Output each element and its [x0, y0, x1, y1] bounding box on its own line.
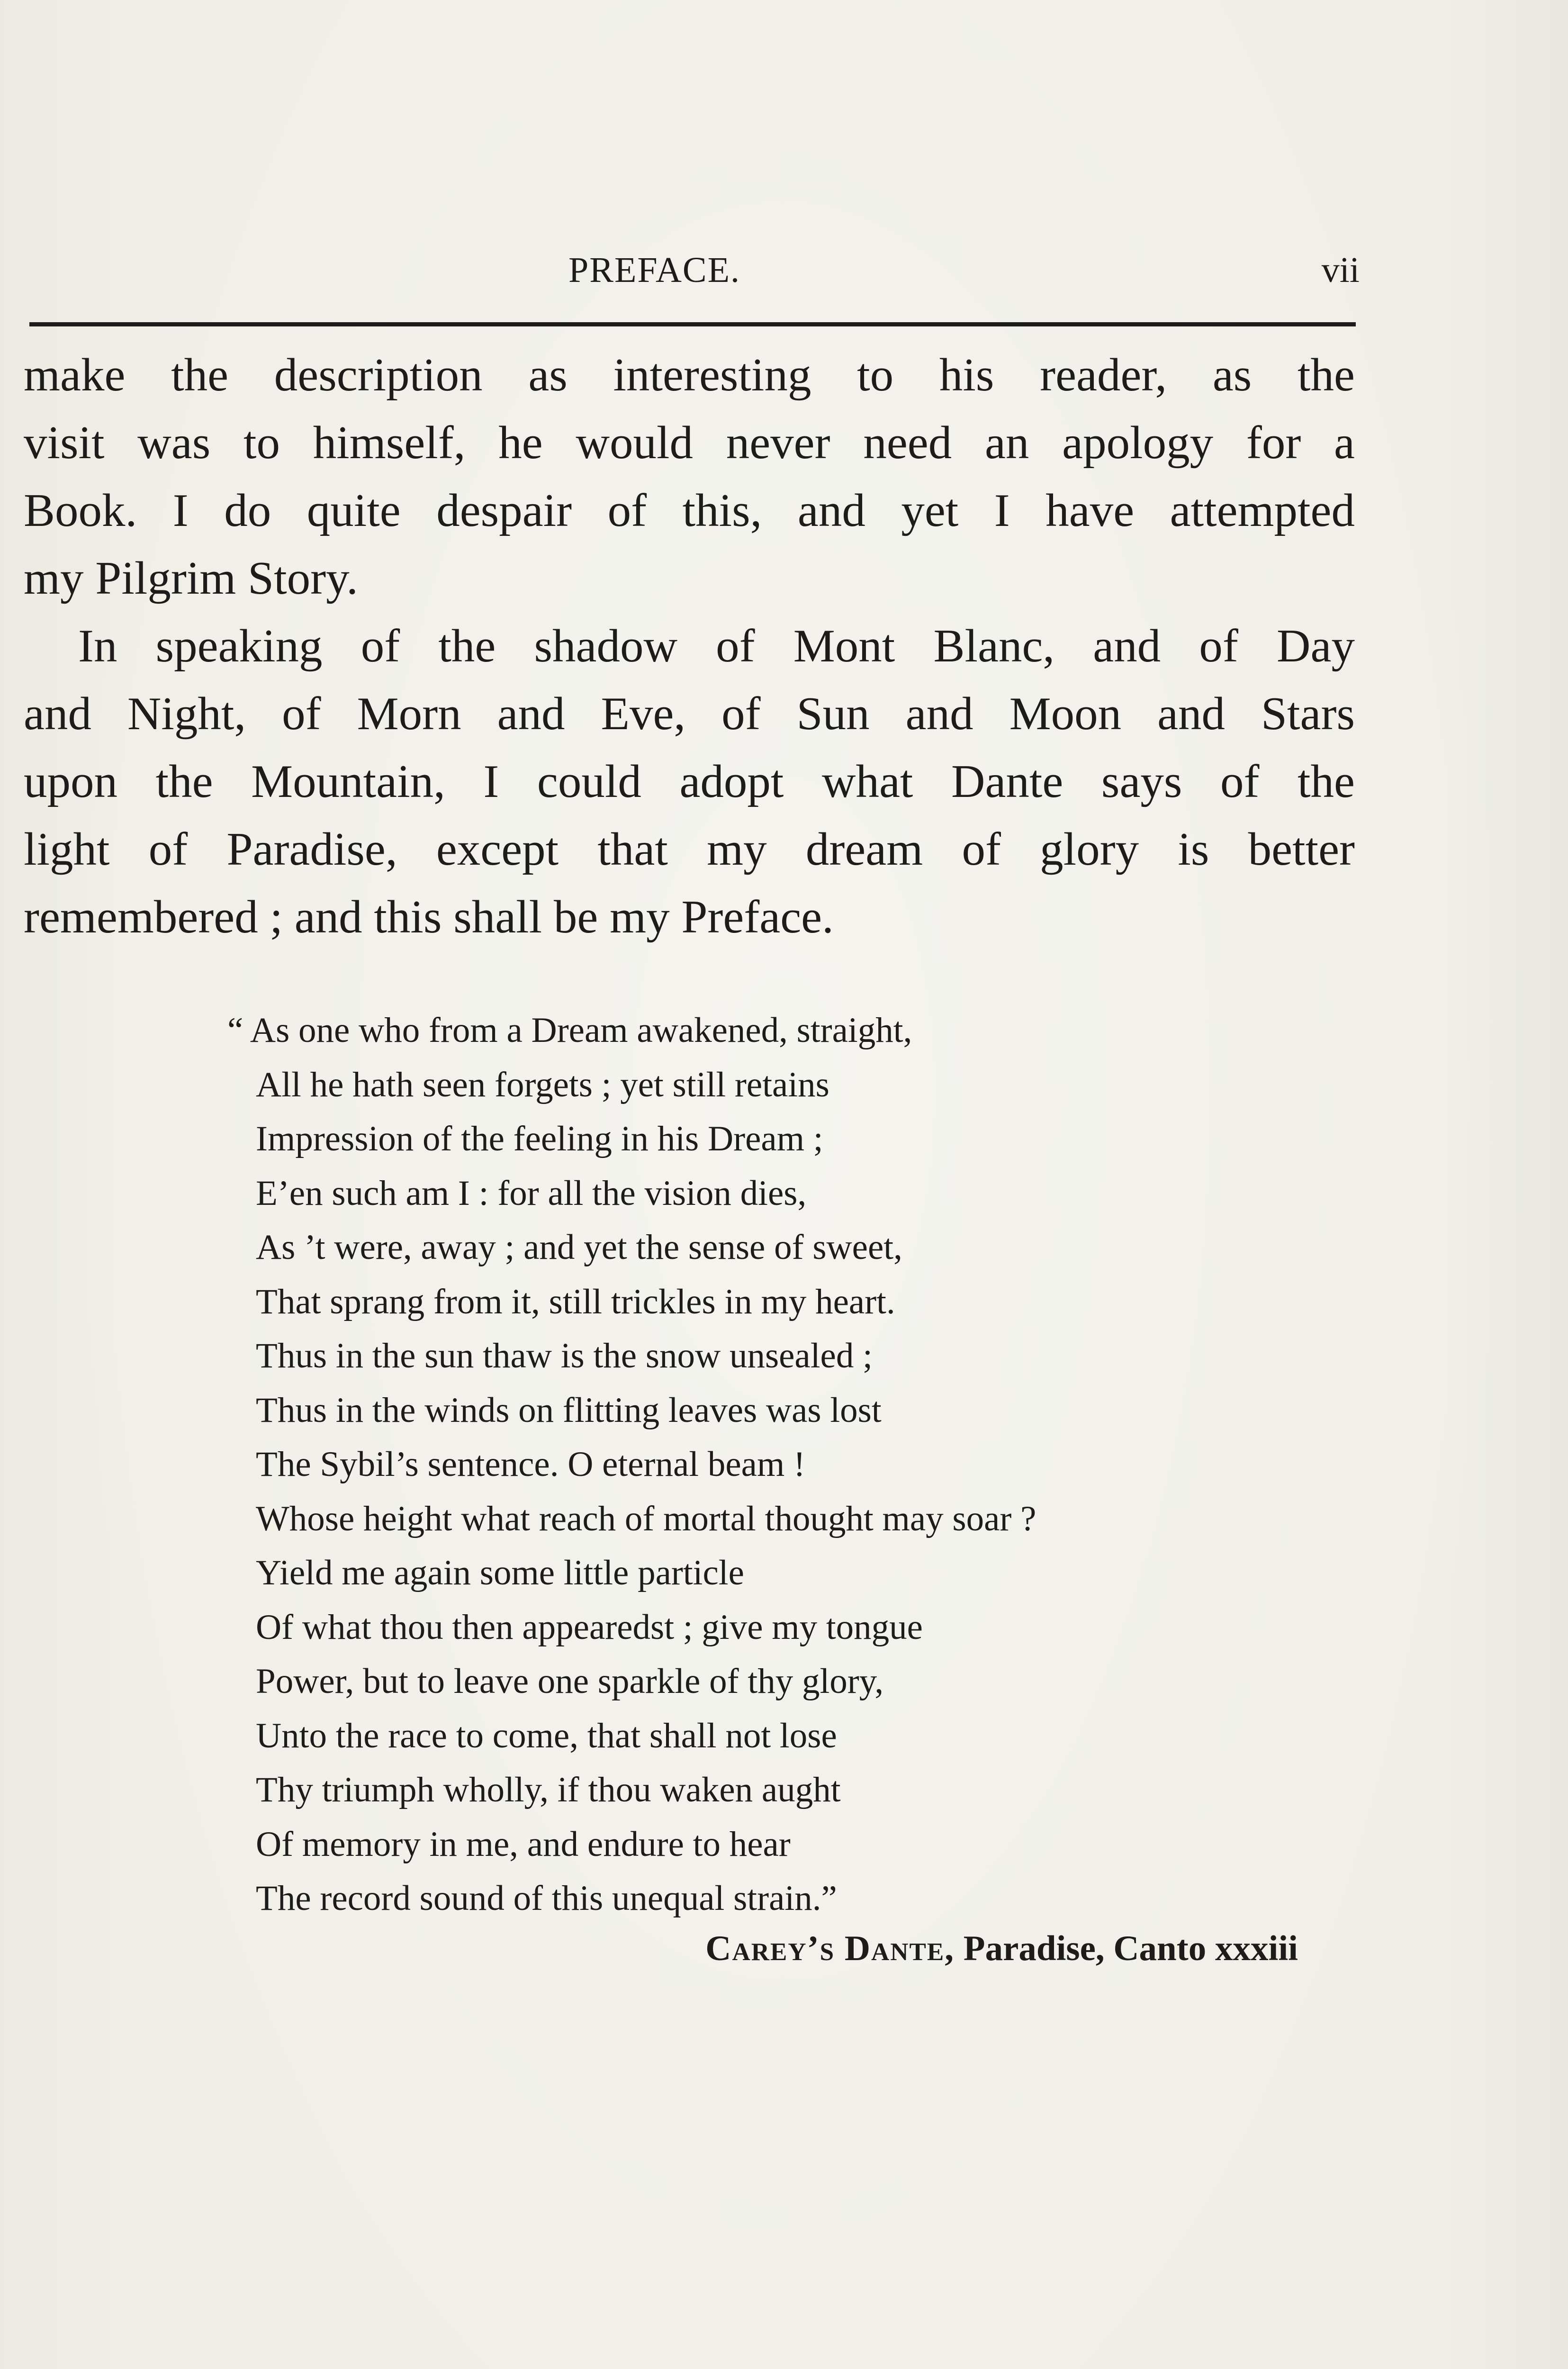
- verse-line: Power, but to leave one sparkle of thy glory,: [256, 1662, 884, 1701]
- verse-line: The record sound of this unequal strain.”: [256, 1879, 837, 1918]
- prose-line: In speaking of the shadow of Mont Blanc, and of Day: [78, 620, 1355, 672]
- prose-line: Book. I do quite despair of this, and yet I have attempted: [24, 485, 1355, 536]
- verse-line: E’en such am I : for all the vision dies,: [256, 1173, 807, 1213]
- verse-line: Yield me again some little particle: [256, 1553, 744, 1592]
- verse-line: Unto the race to come, that shall not lose: [256, 1716, 837, 1755]
- verse-line: Thy triumph wholly, if thou waken aught: [256, 1770, 841, 1809]
- prose-line: visit was to himself, he would never need an apology for a: [24, 417, 1355, 469]
- verse-line: As ’t were, away ; and yet the sense of sweet,: [256, 1228, 902, 1267]
- quotation-attribution: [559, 1925, 1298, 1972]
- verse-line: Of memory in me, and endure to hear: [256, 1824, 791, 1864]
- verse-line: “ As one who from a Dream awakened, straight,: [227, 1011, 912, 1050]
- verse-line: Thus in the sun thaw is the snow unsealed ;: [256, 1336, 873, 1375]
- prose-line: remembered ; and this shall be my Preface.: [24, 891, 834, 943]
- prose-line: upon the Mountain, I could adopt what Dante says of the: [24, 756, 1355, 807]
- verse-line: The Sybil’s sentence. O eternal beam !: [256, 1445, 806, 1484]
- attribution-author: Carey’s Dante,: [705, 1929, 955, 1968]
- running-head: [0, 249, 1568, 291]
- attribution-source: Paradise, Canto xxxiii: [955, 1929, 1298, 1968]
- verse-quotation: [227, 1004, 1317, 1926]
- header-rule: [29, 322, 1356, 326]
- verse-line: Impression of the feeling in his Dream ;: [256, 1119, 823, 1158]
- prose-paragraphs: [24, 341, 1355, 951]
- prose-line: and Night, of Morn and Eve, of Sun and Moon and Stars: [24, 688, 1355, 740]
- verse-line: Whose height what reach of mortal thought may soar ?: [256, 1499, 1036, 1538]
- prose-line: make the description as interesting to his reader, as the: [24, 349, 1355, 401]
- verse-line: All he hath seen forgets ; yet still retains: [256, 1065, 829, 1104]
- verse-line: Thus in the winds on flitting leaves was lost: [256, 1390, 882, 1430]
- prose-line: light of Paradise, except that my dream of glory is better: [24, 823, 1355, 875]
- verse-line: Of what thou then appearedst ; give my tongue: [256, 1607, 923, 1647]
- prose-line: my Pilgrim Story.: [24, 552, 358, 604]
- verse-line: That sprang from it, still trickles in my heart.: [256, 1282, 895, 1321]
- running-title: PREFACE.: [568, 250, 741, 290]
- page-number: vii: [1321, 250, 1360, 290]
